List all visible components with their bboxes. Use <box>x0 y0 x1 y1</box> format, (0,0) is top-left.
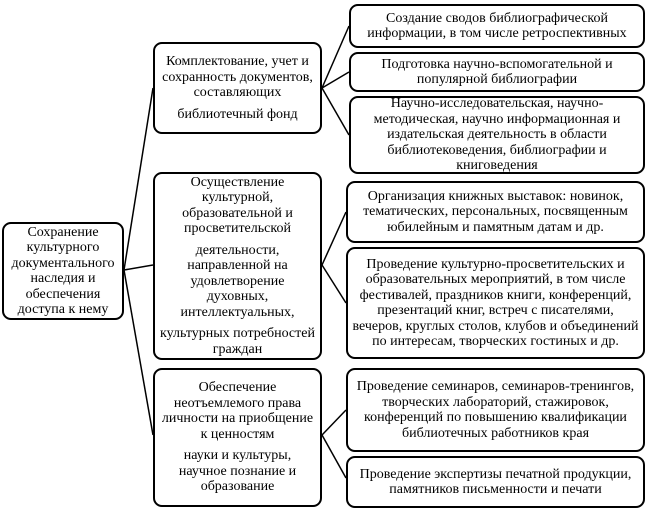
connector-b1-c1 <box>322 26 349 88</box>
branch-node-2 <box>153 172 322 360</box>
connector-root-branch-3 <box>124 270 153 435</box>
leaf-node-1-1 <box>349 4 645 48</box>
branch-node-1 <box>153 42 322 134</box>
branch-2-line-3: культурных потребностей граждан <box>160 326 315 357</box>
connector-b2-c1 <box>322 212 346 265</box>
root-text: Сохранение культурного документального наследия и обеспечения доступа к нему <box>11 224 115 317</box>
leaf-node-3-2 <box>346 456 645 508</box>
connector-b3-c1 <box>322 410 346 435</box>
connector-b2-c2 <box>322 265 346 303</box>
leaf-node-1-3 <box>349 96 645 174</box>
leaf-1-2-text: Подготовка научно-вспомогательной и популярной библиографии <box>381 56 613 87</box>
leaf-3-2-text: Проведение экспертизы печатной продукции, памятников письменности и печати <box>359 466 632 497</box>
leaf-2-1-text: Организация книжных выставок: новинок, тематических, персональных, посвященным юбилейным и памятным датам и др. <box>363 188 628 235</box>
leaf-node-2-1 <box>346 181 645 243</box>
leaf-1-3-text: Научно-исследовательская, научно-методическая, научно информационная и издательская деятельность в области библиотековедения, библиографии и книговедения <box>373 96 621 174</box>
connector-b3-c2 <box>322 435 346 478</box>
branch-1-line-2: библиотечный фонд <box>177 106 298 122</box>
leaf-2-2-text: Проведение культурно-просветительских и образовательных мероприятий, в том числе фестивалей, праздников книги, конференций, презентаций книг, встреч с писателями, вечеров, круглых столов, клубов и объединений по интересам, творческих гостиных и др. <box>352 256 639 349</box>
branch-3-line-1: Обеспечение неотъемлемого права личности на приобщение к ценностям <box>161 380 314 442</box>
branch-1-line-1: Комплектование, учет и сохранность документов, составляющих <box>162 54 313 100</box>
connector-root-branch-2 <box>124 265 153 270</box>
leaf-3-1-text: Проведение семинаров, семинаров-тренингов, творческих лабораторий, стажировок, конференций по повышению квалификации библиотечных работников края <box>356 379 635 441</box>
branch-2-line-1: Осуществление культурной, образовательной и просветительской <box>182 174 293 237</box>
leaf-node-1-2 <box>349 52 645 92</box>
leaf-node-3-1 <box>346 368 645 452</box>
branch-3-line-2: науки и культуры, научное познание и образование <box>178 448 297 495</box>
root-node <box>2 222 124 320</box>
leaf-node-2-2 <box>346 247 645 359</box>
branch-node-3 <box>153 368 322 507</box>
connector-b1-c3 <box>322 88 349 135</box>
leaf-1-1-text: Создание сводов библиографической информации, в том числе ретроспективных <box>367 10 627 41</box>
branch-2-line-2: деятельности, направленной на удовлетворение духовных, интеллектуальных, <box>180 242 295 320</box>
connector-root-branch-1 <box>124 88 153 270</box>
